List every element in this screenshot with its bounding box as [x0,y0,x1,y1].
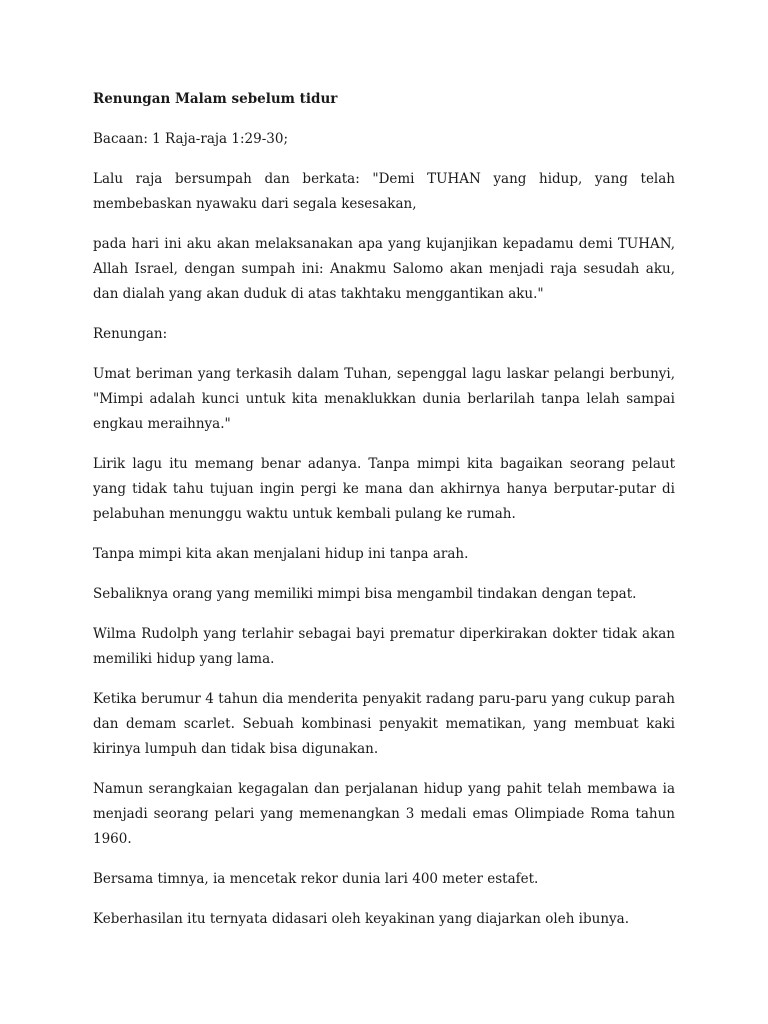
paragraph: Keberhasilan itu ternyata didasari oleh keyakinan yang diajarkan oleh ibunya. [93,911,629,927]
section-heading-renungan: Renungan: [93,326,168,342]
paragraph: Sebaliknya orang yang memiliki mimpi bisa mengambil tindakan dengan tepat. [93,586,637,602]
paragraph: Bersama timnya, ia mencetak rekor dunia lari 400 meter estafet. [93,871,539,887]
paragraph: Umat beriman yang terkasih dalam Tuhan, sepenggal lagu laskar pelangi berbunyi, "Mimpi adalah kunci untuk kita menaklukkan dunia berlarilah tanpa lelah sampai engkau meraihnya." [93,366,675,432]
paragraph: Lalu raja bersumpah dan berkata: "Demi TUHAN yang hidup, yang telah membebaskan nyawaku dari segala kesesakan, [93,171,675,212]
paragraph: Wilma Rudolph yang terlahir sebagai bayi prematur diperkirakan dokter tidak akan memiliki hidup yang lama. [93,626,675,667]
paragraph: Lirik lagu itu memang benar adanya. Tanpa mimpi kita bagaikan seorang pelaut yang tidak tahu tujuan ingin pergi ke mana dan akhirnya hanya berputar-putar di pelabuhan menunggu waktu untuk kembali pulang ke rumah. [93,456,675,522]
paragraph-bacaan: Bacaan: 1 Raja-raja 1:29-30; [93,131,288,147]
document-page [93,87,675,947]
paragraph: Ketika berumur 4 tahun dia menderita penyakit radang paru-paru yang cukup parah dan demam scarlet. Sebuah kombinasi penyakit mematikan, yang membuat kaki kirinya lumpuh dan tidak bisa digunakan. [93,691,675,757]
paragraph: pada hari ini aku akan melaksanakan apa yang kujanjikan kepadamu demi TUHAN, Allah Israel, dengan sumpah ini: Anakmu Salomo akan menjadi raja sesudah aku, dan dialah yang akan duduk di atas takhtaku menggantikan aku." [93,236,675,302]
document-title: Renungan Malam sebelum tidur [93,91,338,107]
paragraph: Tanpa mimpi kita akan menjalani hidup ini tanpa arah. [93,546,469,562]
paragraph: Namun serangkaian kegagalan dan perjalanan hidup yang pahit telah membawa ia menjadi seorang pelari yang memenangkan 3 medali emas Olimpiade Roma tahun 1960. [93,781,675,847]
